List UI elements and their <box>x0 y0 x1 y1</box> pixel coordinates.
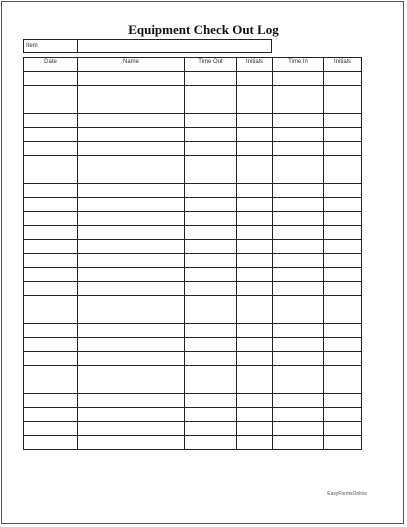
name-cell[interactable] <box>78 72 185 86</box>
column-header-initials-out: Initials <box>237 58 273 72</box>
time-in-cell[interactable] <box>273 394 324 408</box>
name-cell[interactable] <box>78 352 185 366</box>
initials-in-cell[interactable] <box>324 226 362 240</box>
initials-out-cell[interactable] <box>237 72 273 86</box>
time-in-cell[interactable] <box>273 226 324 240</box>
name-cell[interactable] <box>78 324 185 338</box>
table-row <box>24 268 362 282</box>
date-cell[interactable] <box>24 394 78 408</box>
initials-out-cell[interactable] <box>237 394 273 408</box>
time-in-cell[interactable] <box>273 184 324 198</box>
time-out-cell[interactable] <box>185 72 237 86</box>
initials-in-cell[interactable] <box>324 296 362 324</box>
initials-in-cell[interactable] <box>324 86 362 114</box>
initials-out-cell[interactable] <box>237 198 273 212</box>
column-header-time-in: Time In <box>273 58 324 72</box>
date-cell[interactable] <box>24 366 78 394</box>
initials-in-cell[interactable] <box>324 254 362 268</box>
table-row <box>24 436 362 450</box>
time-in-cell[interactable] <box>273 324 324 338</box>
time-in-cell[interactable] <box>273 422 324 436</box>
name-cell[interactable] <box>78 240 185 254</box>
item-field-row <box>23 39 272 53</box>
table-row <box>24 240 362 254</box>
initials-out-cell[interactable] <box>237 86 273 114</box>
table-row <box>24 422 362 436</box>
time-out-cell[interactable] <box>185 128 237 142</box>
date-cell[interactable] <box>24 128 78 142</box>
name-cell[interactable] <box>78 436 185 450</box>
time-in-cell[interactable] <box>273 86 324 114</box>
initials-out-cell[interactable] <box>237 226 273 240</box>
initials-in-cell[interactable] <box>324 394 362 408</box>
table-row <box>24 282 362 296</box>
time-in-cell[interactable] <box>273 240 324 254</box>
initials-out-cell[interactable] <box>237 296 273 324</box>
initials-in-cell[interactable] <box>324 324 362 338</box>
initials-out-cell[interactable] <box>237 254 273 268</box>
time-out-cell[interactable] <box>185 184 237 198</box>
time-out-cell[interactable] <box>185 268 237 282</box>
time-in-cell[interactable] <box>273 156 324 184</box>
time-out-cell[interactable] <box>185 240 237 254</box>
name-cell[interactable] <box>78 394 185 408</box>
table-row <box>24 352 362 366</box>
table-body <box>24 72 362 450</box>
initials-out-cell[interactable] <box>237 128 273 142</box>
initials-in-cell[interactable] <box>324 184 362 198</box>
time-out-cell[interactable] <box>185 338 237 352</box>
name-cell[interactable] <box>78 282 185 296</box>
date-cell[interactable] <box>24 338 78 352</box>
date-cell[interactable] <box>24 422 78 436</box>
date-cell[interactable] <box>24 408 78 422</box>
initials-in-cell[interactable] <box>324 268 362 282</box>
name-cell[interactable] <box>78 338 185 352</box>
initials-in-cell[interactable] <box>324 128 362 142</box>
initials-in-cell[interactable] <box>324 408 362 422</box>
time-in-cell[interactable] <box>273 114 324 128</box>
initials-out-cell[interactable] <box>237 324 273 338</box>
date-cell[interactable] <box>24 352 78 366</box>
time-out-cell[interactable] <box>185 226 237 240</box>
time-out-cell[interactable] <box>185 212 237 226</box>
table-row <box>24 114 362 128</box>
column-header-name: Name <box>78 58 185 72</box>
form-title: Equipment Check Out Log <box>128 22 279 37</box>
date-cell[interactable] <box>24 226 78 240</box>
name-cell[interactable] <box>78 408 185 422</box>
date-cell[interactable] <box>24 282 78 296</box>
table-row <box>24 408 362 422</box>
time-in-cell[interactable] <box>273 72 324 86</box>
table-row <box>24 86 362 114</box>
date-cell[interactable] <box>24 86 78 114</box>
initials-in-cell[interactable] <box>324 352 362 366</box>
initials-in-cell[interactable] <box>324 156 362 184</box>
time-in-cell[interactable] <box>273 366 324 394</box>
initials-in-cell[interactable] <box>324 282 362 296</box>
footer-credit: EasyFormsOnline <box>327 491 367 497</box>
initials-in-cell[interactable] <box>324 198 362 212</box>
name-cell[interactable] <box>78 268 185 282</box>
initials-in-cell[interactable] <box>324 366 362 394</box>
table-row <box>24 254 362 268</box>
time-in-cell[interactable] <box>273 212 324 226</box>
name-cell[interactable] <box>78 198 185 212</box>
initials-out-cell[interactable] <box>237 436 273 450</box>
table-row <box>24 198 362 212</box>
initials-out-cell[interactable] <box>237 338 273 352</box>
initials-out-cell[interactable] <box>237 142 273 156</box>
initials-out-cell[interactable] <box>237 212 273 226</box>
initials-out-cell[interactable] <box>237 156 273 184</box>
time-out-cell[interactable] <box>185 422 237 436</box>
name-cell[interactable] <box>78 366 185 394</box>
table-row <box>24 184 362 198</box>
initials-in-cell[interactable] <box>324 142 362 156</box>
time-out-cell[interactable] <box>185 86 237 114</box>
table-row <box>24 72 362 86</box>
initials-out-cell[interactable] <box>237 352 273 366</box>
date-cell[interactable] <box>24 240 78 254</box>
time-out-cell[interactable] <box>185 142 237 156</box>
initials-out-cell[interactable] <box>237 366 273 394</box>
initials-out-cell[interactable] <box>237 240 273 254</box>
time-out-cell[interactable] <box>185 198 237 212</box>
time-in-cell[interactable] <box>273 338 324 352</box>
initials-in-cell[interactable] <box>324 422 362 436</box>
time-out-cell[interactable] <box>185 254 237 268</box>
time-out-cell[interactable] <box>185 114 237 128</box>
table-row <box>24 394 362 408</box>
table-row <box>24 226 362 240</box>
time-in-cell[interactable] <box>273 408 324 422</box>
name-cell[interactable] <box>78 86 185 114</box>
name-cell[interactable] <box>78 128 185 142</box>
time-in-cell[interactable] <box>273 268 324 282</box>
name-cell[interactable] <box>78 184 185 198</box>
date-cell[interactable] <box>24 72 78 86</box>
time-in-cell[interactable] <box>273 128 324 142</box>
initials-in-cell[interactable] <box>324 240 362 254</box>
name-cell[interactable] <box>78 254 185 268</box>
date-cell[interactable] <box>24 198 78 212</box>
item-label: Item <box>24 40 78 52</box>
table-row <box>24 212 362 226</box>
date-cell[interactable] <box>24 436 78 450</box>
initials-out-cell[interactable] <box>237 422 273 436</box>
table-row <box>24 156 362 184</box>
initials-out-cell[interactable] <box>237 282 273 296</box>
name-cell[interactable] <box>78 212 185 226</box>
initials-out-cell[interactable] <box>237 114 273 128</box>
initials-out-cell[interactable] <box>237 408 273 422</box>
column-header-date: Date <box>24 58 78 72</box>
date-cell[interactable] <box>24 142 78 156</box>
table-row <box>24 142 362 156</box>
time-out-cell[interactable] <box>185 366 237 394</box>
time-out-cell[interactable] <box>185 296 237 324</box>
table-row <box>24 324 362 338</box>
name-cell[interactable] <box>78 156 185 184</box>
time-in-cell[interactable] <box>273 142 324 156</box>
initials-out-cell[interactable] <box>237 268 273 282</box>
time-in-cell[interactable] <box>273 282 324 296</box>
table-row <box>24 128 362 142</box>
initials-in-cell[interactable] <box>324 114 362 128</box>
table-row <box>24 338 362 352</box>
time-out-cell[interactable] <box>185 324 237 338</box>
initials-in-cell[interactable] <box>324 436 362 450</box>
initials-in-cell[interactable] <box>324 338 362 352</box>
time-in-cell[interactable] <box>273 198 324 212</box>
table-row <box>24 296 362 324</box>
name-cell[interactable] <box>78 142 185 156</box>
date-cell[interactable] <box>24 324 78 338</box>
table-row <box>24 366 362 394</box>
date-cell[interactable] <box>24 212 78 226</box>
initials-in-cell[interactable] <box>324 72 362 86</box>
date-cell[interactable] <box>24 254 78 268</box>
date-cell[interactable] <box>24 268 78 282</box>
time-in-cell[interactable] <box>273 296 324 324</box>
time-in-cell[interactable] <box>273 436 324 450</box>
time-out-cell[interactable] <box>185 394 237 408</box>
table-header-row <box>24 58 362 72</box>
initials-out-cell[interactable] <box>237 184 273 198</box>
time-out-cell[interactable] <box>185 156 237 184</box>
time-in-cell[interactable] <box>273 254 324 268</box>
column-header-initials-in: Initials <box>324 58 362 72</box>
date-cell[interactable] <box>24 184 78 198</box>
time-in-cell[interactable] <box>273 352 324 366</box>
time-out-cell[interactable] <box>185 352 237 366</box>
time-out-cell[interactable] <box>185 436 237 450</box>
date-cell[interactable] <box>24 114 78 128</box>
name-cell[interactable] <box>78 226 185 240</box>
date-cell[interactable] <box>24 296 78 324</box>
time-out-cell[interactable] <box>185 282 237 296</box>
initials-in-cell[interactable] <box>324 212 362 226</box>
name-cell[interactable] <box>78 296 185 324</box>
column-header-time-out: Time Out <box>185 58 237 72</box>
item-field[interactable] <box>78 40 271 52</box>
name-cell[interactable] <box>78 422 185 436</box>
time-out-cell[interactable] <box>185 408 237 422</box>
name-cell[interactable] <box>78 114 185 128</box>
check-out-log-table <box>23 57 362 450</box>
date-cell[interactable] <box>24 156 78 184</box>
